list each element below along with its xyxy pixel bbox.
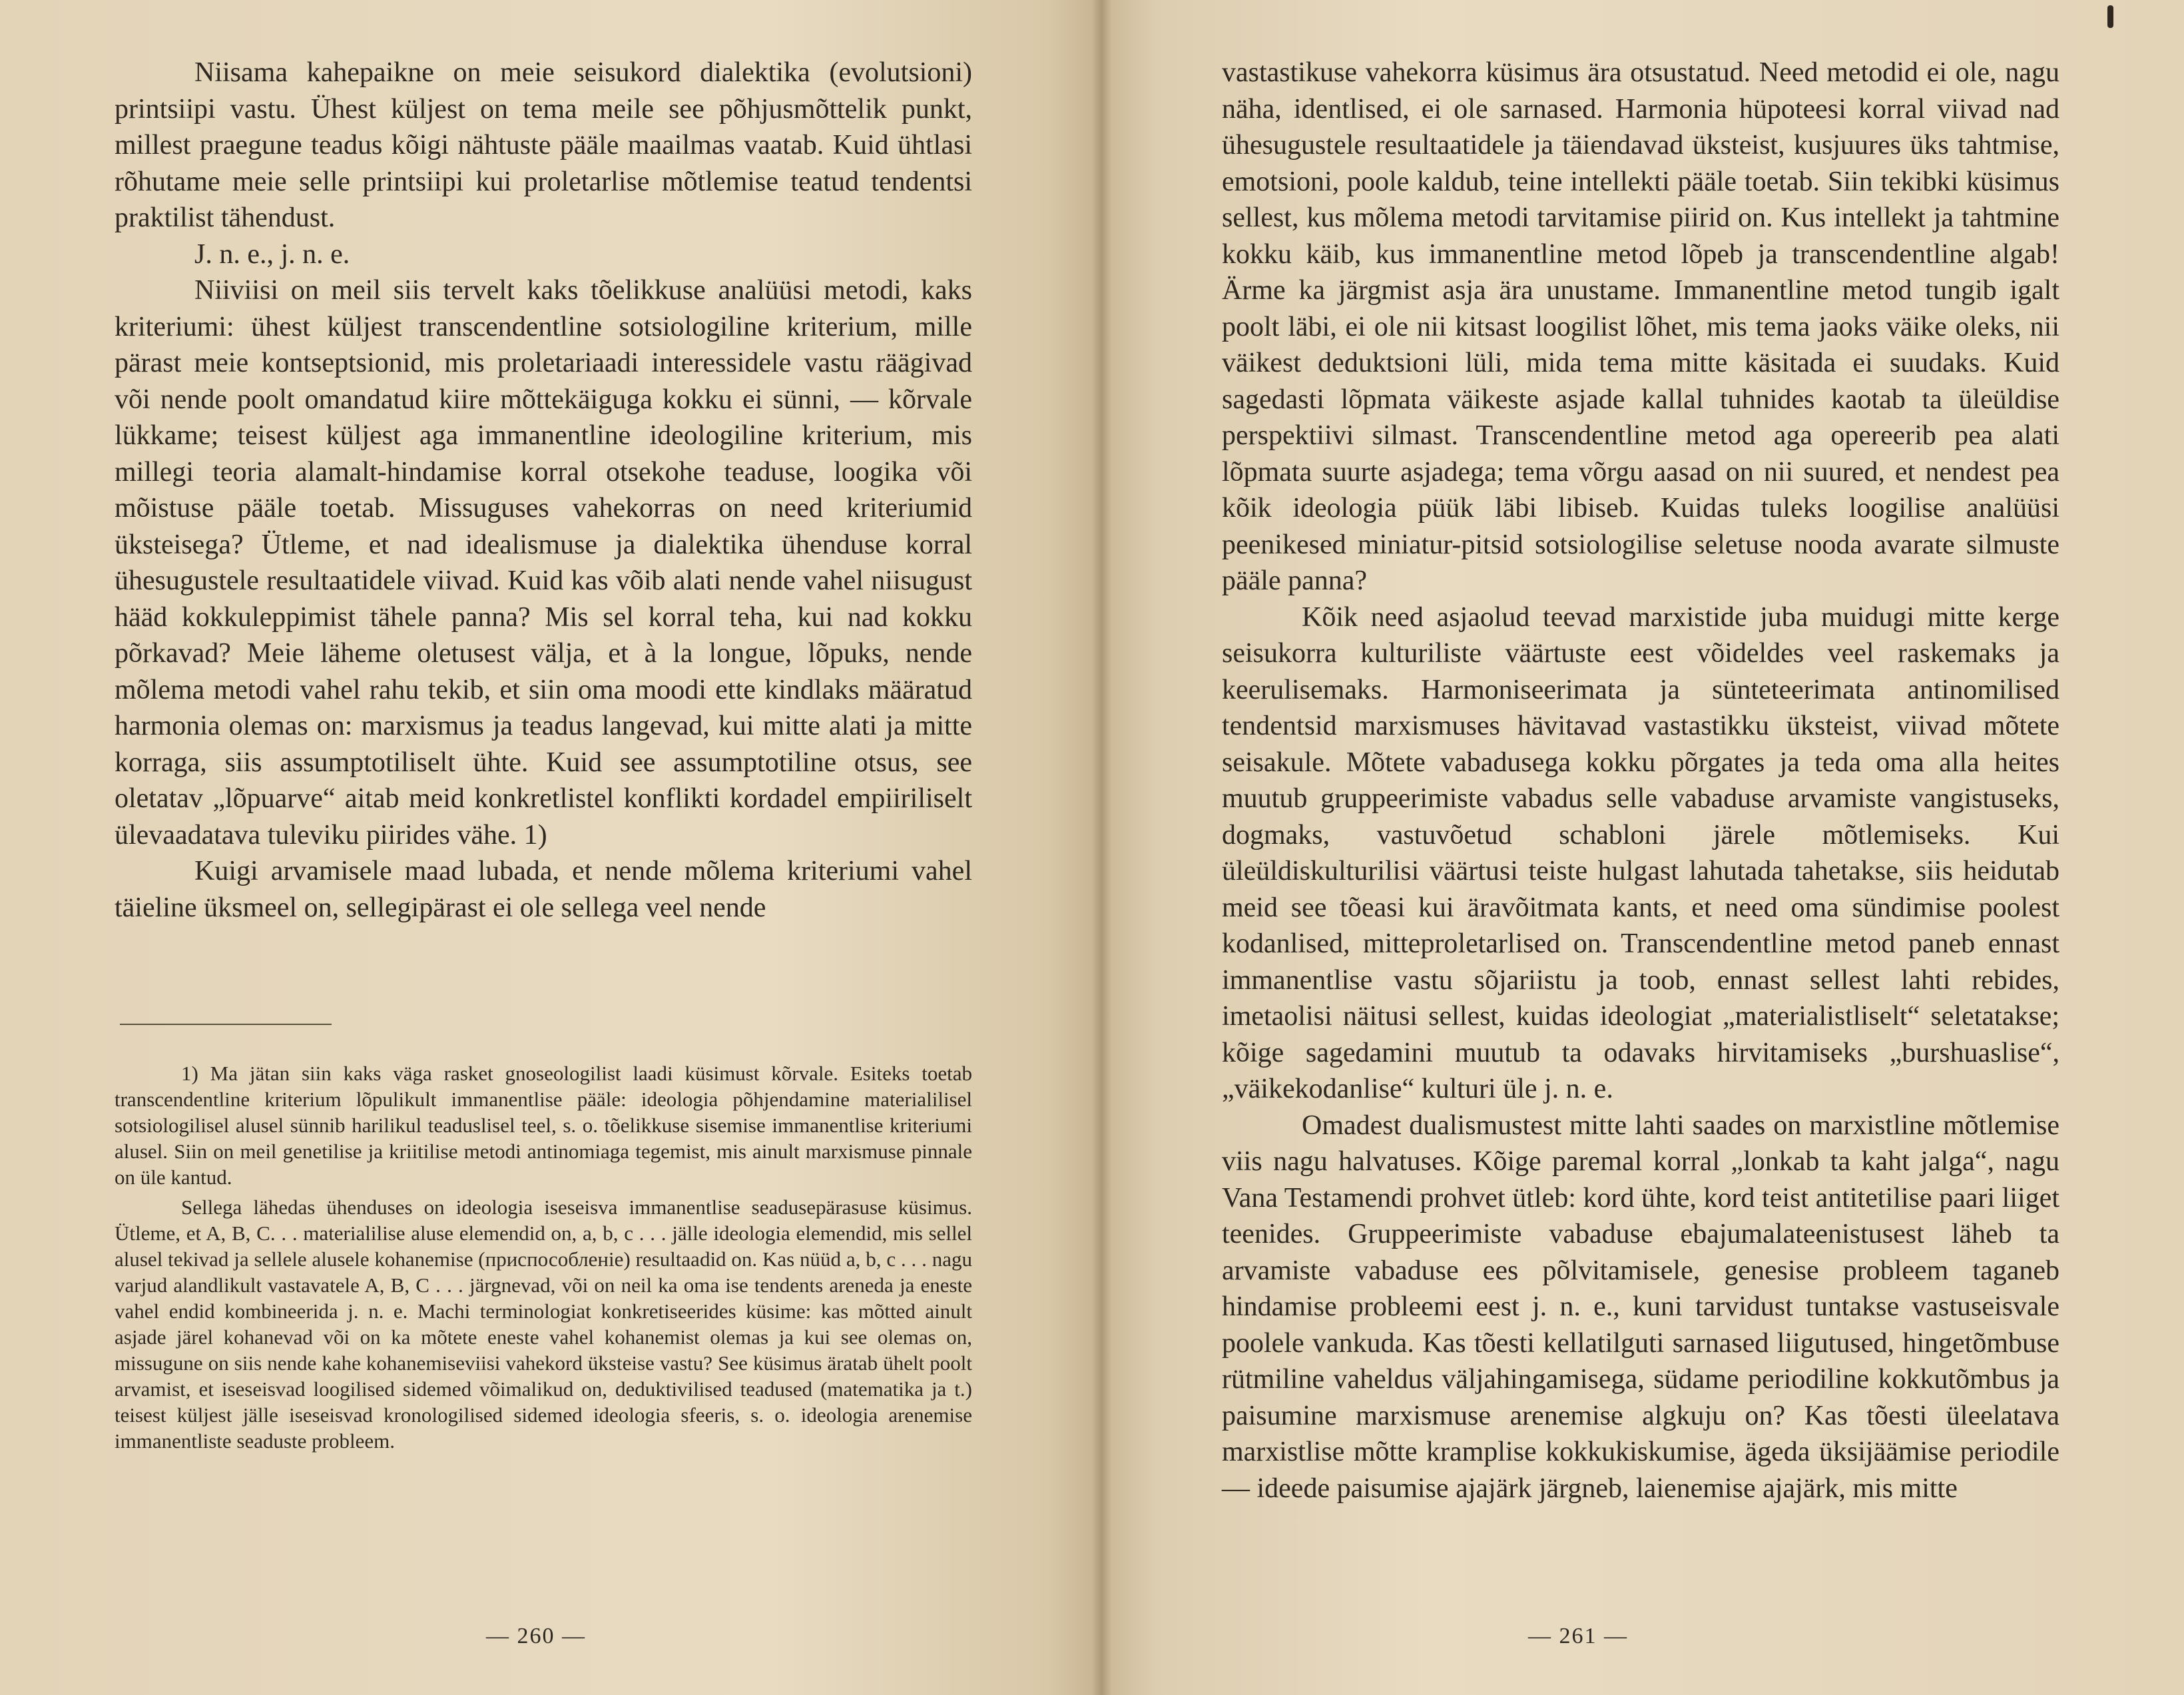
book-gutter	[1092, 0, 1112, 1695]
paragraph: Niisama kahepaikne on meie seisukord dialektika (evolutsioni) printsiipi vastu. Ühest küljest on tema meile see põhjusmõttelik punkt, millest praegune teadus kõigi nähtuste pääle maailmas vaatab. Kuid ühtlasi rõhutame meie selle printsiipi kui proletarlise mõtlemise teatud tendentsi praktilist tähendust.	[115, 57, 972, 233]
paragraph: Niiviisi on meil siis tervelt kaks tõelikkuse analüüsi metodi, kaks kriteriumi: ühest küljest transcendentline sotsiologiline kriterium, mille pärast meie kontseptsionid, mis proletariaadi interessidele vastu räägivad või nende poolt omandatud kiire mõttekäiguga kokku ei sünni, — kõrvale lükkame; teisest küljest aga immanentline ideologiline kriterium, mis millegi teoria alamalt-hindamise korral otsekohe teaduse, loogika või mõistuse pääle toetab. Missuguses vahekorras on need kriteriumid üksteisega? Ütleme, et nad idealismuse ja dialektika ühenduse korral ühesugustele resultaatidele viivad. Kuid kas võib alati nende vahel niisugust hääd kokkuleppimist tähele panna? Mis sel korral teha, kui nad kokku põrkavad? Meie läheme oletusest välja, et à la longue, lõpuks, nende mõlema metodi vahel rahu tekib, et siin oma moodi ette kindlaks määratud harmonia olemas on: marxismus ja teadus langevad, kui mitte alati ja mitte korraga, siis assumptotiliselt ühte. Kuid see assumptotiline otsus, see oletatav „lõpuarve“ aitab meid konkretlistel konflikti kordadel empiiriliselt ülevaadatava tuleviku piirides vähe. 1)	[115, 275, 972, 850]
ink-mark	[2107, 5, 2113, 28]
page-number: — 260 —	[486, 1624, 586, 1648]
footnote: Sellega lähedas ühenduses on ideologia iseseisva immanentlise seadusepärasuse küsimus. Ütleme, et A, B, C. . . materialilise aluse elemendid on, a, b, c . . . jälle ideologia elemendid, mis sellel alusel tekivad ja sellele alusele kohanemise (приспособленiе) resultaadid on. Kas nüüd a, b, c . . . nagu varjud alandlikult vastavatele A, B, C . . . järgnevad, või on neil ka oma ise tendents areneda ja eneste vahel endid kombineerida j. n. e. Machi terminologiat konkretiseerides küsime: kas mõtted ainult asjade järel kohanevad või on ka mõtete eneste vahel kohanemist olemas ja kui see olemas on, missugune on siis nende kahe kohanemiseviisi vahekord üksteise vastu? See küsimus äratab ühelt poolt arvamist, et iseseisvad loogilised sidemed võimalikud on, deduktivilised teadused (matematika ja t.) teisest küljest jälle iseseisvad kronologilised sidemed ideologia sfeeris, s. o. ideologia arenemise immanentliste seaduste probleem.	[115, 1195, 972, 1453]
paragraph: Kõik need asjaolud teevad marxistide juba muidugi mitte kerge seisukorra kulturiliste väärtuste eest võideldes veel raskemaks ja keerulisemaks. Harmoniseerimata ja sünteteerimata antinomilised tendentsid marxismuses hävitavad vastastikku üksteist, viivad mõtete seisakule. Mõtete vabadusega kokku põrgates ja teda oma alla heites muutub gruppeerimiste vabadus selle vabaduse arvamiste vangistuseks, dogmaks, vastuvõetud schabloni järele mõtlemiseks. Kui üleüldiskulturilisi väärtusi teiste hulgast lahutada tahetakse, siis heidutab meid see tõeasi kui äravõitmata kants, et need oma sündimise poolest kodanlised, mitteproletarlised on. Transcendentline metod paneb ennast immanentlise vastu sõjariistu ja toob, ennast sellest lahti rebides, imetaolisi näitusi sellest, kuidas ideologiat „materialistliselt“ seletatakse; kõige sagedamini muutub ta odavaks hirvitamiseks „burshuaslise“, „väikekodanlise“ kulturi üle j. n. e.	[1222, 601, 2059, 1104]
paragraph: Omadest dualismustest mitte lahti saades on marxistline mõtlemise viis nagu halvatuses. Kõige paremal korral „lonkab ta kaht jalga“, nagu Vana Testamendi prohvet ütleb: kord ühte, kord teist antitetilise paari liiget teenides. Gruppeerimiste vabaduse ebajumalateenistusest läheb ta arvamiste vabaduse ees põlvitamisele, genesise probleem taganeb hindamise probleemi eest j. n. e., kuni tarvidust tuntakse vastuseisvale poolele vankuda. Kas tõesti kellatilguti sarnased liigutused, hingetõmbuse rütmiline vaheldus väljahingamisega, südame periodiline kokkutõmbus ja paisumine marxismuse arenemise algkuju on? Kas tõesti üleelatava marxistlise mõtte kramplise kokkukiskumise, ägeda üksijäämise periodile — ideede paisumise ajajärk järgneb, laienemise ajajärk, mis mitte	[1222, 1110, 2059, 1504]
page-number: — 261 —	[1528, 1624, 1628, 1648]
footnotes	[115, 1060, 972, 1458]
right-page-body	[1222, 55, 2059, 1507]
paragraph: Kuigi arvamisele maad lubada, et nende mõlema kriteriumi vahel täieline üksmeel on, sellegipärast ei ole sellega veel nende	[115, 856, 972, 923]
paragraph: vastastikuse vahekorra küsimus ära otsustatud. Need metodid ei ole, nagu näha, identlised, ei ole sarnased. Harmonia hüpoteesi korral viivad nad ühesugustele resultaatidele ja täiendavad üksteist, kusjuures üks tahtmise, emotsioni, poole kaldub, teine intellekti pääle toetab. Siin tekibki küsimus sellest, kus mõlema metodi tarvitamise piirid on. Kus intellekt ja tahtmine kokku käib, kus immanentline metod lõpeb ja transcendentline algab! Ärme ka järgmist asja ära unustame. Immanentline metod tungib igalt poolt läbi, ei ole nii kitsast loogilist lõhet, mis tema jaoks väike oleks, nii väikest deduktsioni lüli, mida tema mitte käsitada ei suudaks. Kuid sagedasti lõpmata väikeste asjade kallal tuhnides kaotab ta üleüldise perspektiivi silmast. Transcendentline metod aga opereerib pea alati lõpmata suurte asjadega; tema võrgu aasad on nii suured, et nendest pea kõik ideologia püük läbi libiseb. Kuidas tuleks loogilise analüüsi peenikesed miniatur-pitsid sotsiologilise seletuse nooda avarate silmuste pääle panna?	[1222, 57, 2059, 596]
right-page	[1102, 0, 2184, 1695]
left-page-body	[115, 55, 972, 926]
footnote-divider	[120, 1024, 332, 1025]
paragraph: J. n. e., j. n. e.	[194, 238, 350, 270]
footnote: 1) Ma jätan siin kaks väga rasket gnoseologilist laadi küsimust kõrvale. Esiteks toetab transcendentline kriterium lõpulikult immanentlise pääle: ideologia põhjendamine materialilisel sotsiologilisel alusel sünnib harilikul teaduslisel teel, s. o. tõelikkuse sisemise immanentlise kriteriumi alusel. Siin on meil genetilise ja kriitilise metodi antinomiaga tegemist, mis ainult marxismuse pinnale on üle kantud.	[115, 1062, 972, 1189]
